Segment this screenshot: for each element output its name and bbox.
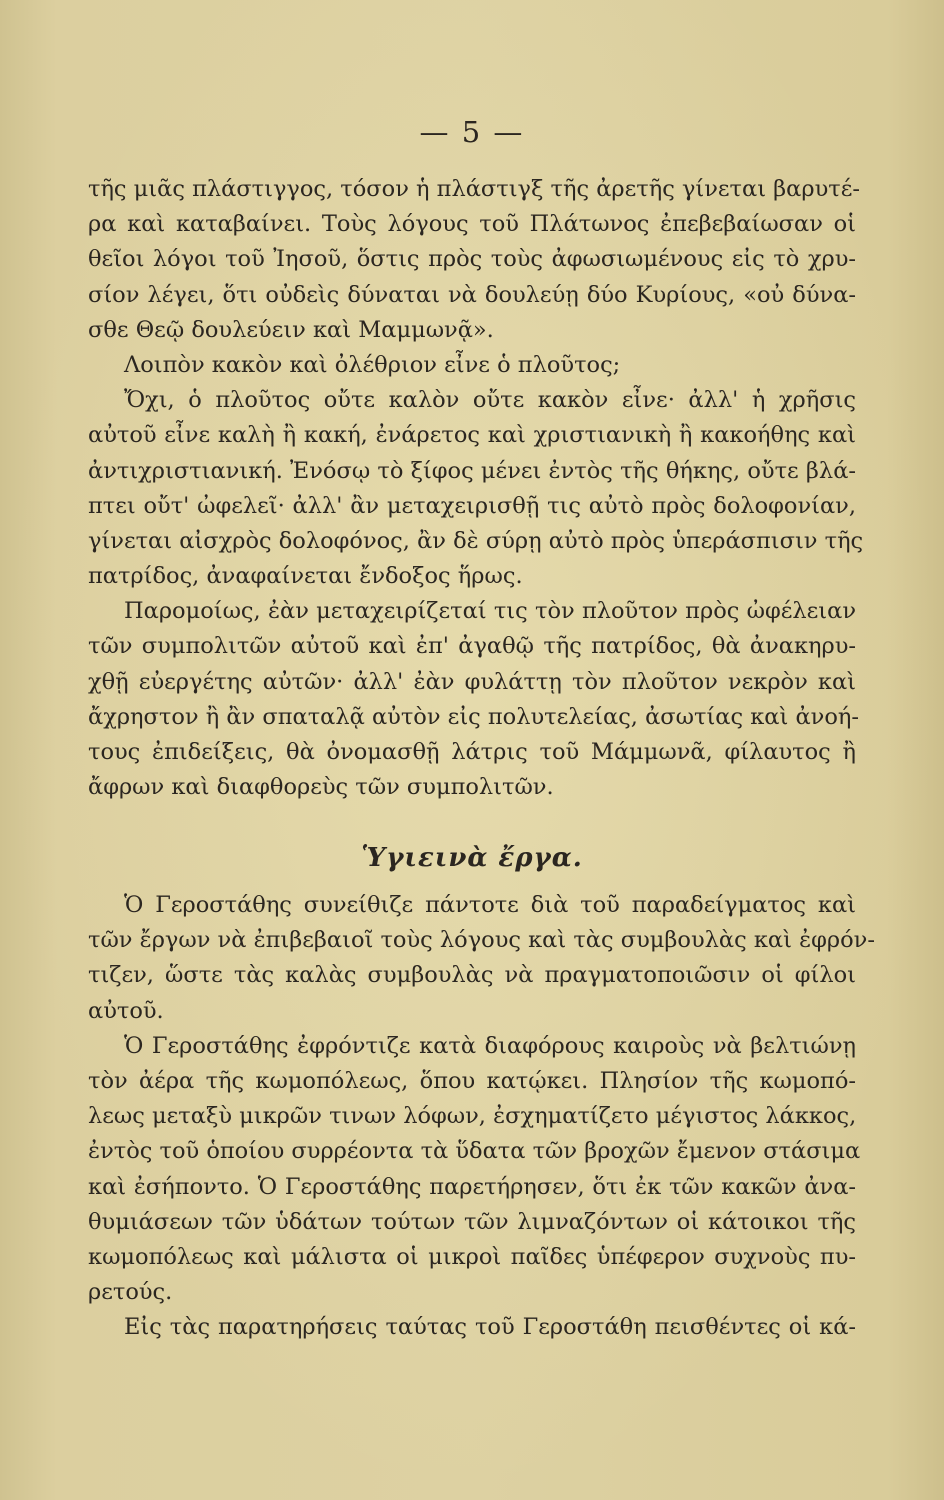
text-line: τιζεν, ὥστε τὰς καλὰς συμβουλὰς νὰ πραγματοποιῶσιν οἱ φίλοι [88,962,856,989]
text-line: σίον λέγει, ὅτι οὐδεὶς δύναται νὰ δουλεύῃ δύο Κυρίους, «οὐ δύνα- [88,281,856,308]
text-line: γίνεται αἰσχρὸς δολοφόνος, ἂν δὲ σύρῃ αὐτὸ πρὸς ὑπεράσπισιν τῆς [88,527,864,554]
text-line: Ὁ Γεροστάθης συνείθιζε πάντοτε διὰ τοῦ παραδείγματος καὶ [124,892,856,918]
text-line: τους ἐπιδείξεις, θὰ ὀνομασθῇ λάτρις τοῦ Μάμμωνᾶ, φίλαυτος ἢ [88,739,856,765]
text-line: ἐντὸς τοῦ ὁποίου συρρέοντα τὰ ὕδατα τῶν βροχῶν ἔμενον στάσιμα [88,1138,861,1165]
text-line: τὸν ἀέρα τῆς κωμοπόλεως, ὅπου κατῴκει. Πλησίον τῆς κωμοπό- [88,1067,856,1094]
text-section-2 [88,888,875,1345]
text-line: θυμιάσεων τῶν ὑδάτων τούτων τῶν λιμναζόντων οἱ κάτοικοι τῆς [88,1208,856,1235]
text-line: Ὄχι, ὁ πλοῦτος οὔτε καλὸν οὔτε κακὸν εἶνε· ἀλλ' ἡ χρῆσις [124,387,856,414]
text-line: ρα καὶ καταβαίνει. Τοὺς λόγους τοῦ Πλάτωνος ἐπεβεβαίωσαν οἱ [88,211,856,238]
page-number: — 5 — [419,115,525,149]
text-line: πτει οὔτ' ὠφελεῖ· ἀλλ' ἂν μεταχειρισθῇ τις αὐτὸ πρὸς δολοφονίαν, [88,492,856,519]
text-line: χθῇ εὐεργέτης αὐτῶν· ἀλλ' ἐὰν φυλάττῃ τὸν πλοῦτον νεκρὸν καὶ [88,668,856,695]
text-line: ἀντιχριστιανική. Ἐνόσῳ τὸ ξίφος μένει ἐντὸς τῆς θήκης, οὔτε βλά- [88,457,856,484]
text-line: λεως μεταξὺ μικρῶν τινων λόφων, ἐσχηματίζετο μέγιστος λάκκος, [88,1103,857,1130]
text-line: Παρομοίως, ἐὰν μεταχειρίζεταί τις τὸν πλοῦτον πρὸς ὠφέλειαν [124,598,856,625]
text-section-1 [88,172,864,805]
text-line: Εἰς τὰς παρατηρήσεις ταύτας τοῦ Γεροστάθη πεισθέντες οἱ κά- [124,1314,856,1341]
text-line: Ὁ Γεροστάθης ἐφρόντιζε κατὰ διαφόρους καιροὺς νὰ βελτιώνῃ [124,1032,856,1059]
text-line: τῆς μιᾶς πλάστιγγος, τόσον ἡ πλάστιγξ τῆς ἀρετῆς γίνεται βαρυτέ- [88,176,860,202]
text-line: τῶν συμπολιτῶν αὐτοῦ καὶ ἐπ' ἀγαθῷ τῆς πατρίδος, θὰ ἀνακηρυ- [88,633,856,660]
text-line: πατρίδος, ἀναφαίνεται ἔνδοξος ἥρως. [88,563,523,590]
text-line: αὐτοῦ. [88,997,164,1024]
text-line: ἄφρων καὶ διαφθορεὺς τῶν συμπολιτῶν. [88,774,554,801]
text-line: καὶ ἐσήποντο. Ὁ Γεροστάθης παρετήρησεν, ὅτι ἐκ τῶν κακῶν ἀνα- [88,1173,856,1200]
text-line: ἄχρηστον ἢ ἂν σπαταλᾷ αὐτὸν εἰς πολυτελείας, ἀσωτίας καὶ ἀνοή- [88,703,859,730]
text-line: αὐτοῦ εἶνε καλὴ ἢ κακή, ἐνάρετος καὶ χριστιανικὴ ἢ κακοήθης καὶ [88,422,856,449]
text-line: Λοιπὸν κακὸν καὶ ὀλέθριον εἶνε ὁ πλοῦτος; [124,351,621,378]
text-line: τῶν ἔργων νὰ ἐπιβεβαιοῖ τοὺς λόγους καὶ τὰς συμβουλὰς καὶ ἐφρόν- [88,927,875,954]
text-line: κωμοπόλεως καὶ μάλιστα οἱ μικροὶ παῖδες ὑπέφερον συχνοὺς πυ- [88,1243,856,1270]
text-line: σθε Θεῷ δουλεύειν καὶ Μαμμωνᾷ». [88,316,494,343]
section-heading: Ὑγιεινὰ ἔργα. [361,843,583,873]
text-line: θεῖοι λόγοι τοῦ Ἰησοῦ, ὅστις πρὸς τοὺς ἀφωσιωμένους εἰς τὸ χρυ- [88,246,856,273]
text-line: ρετούς. [88,1279,173,1306]
